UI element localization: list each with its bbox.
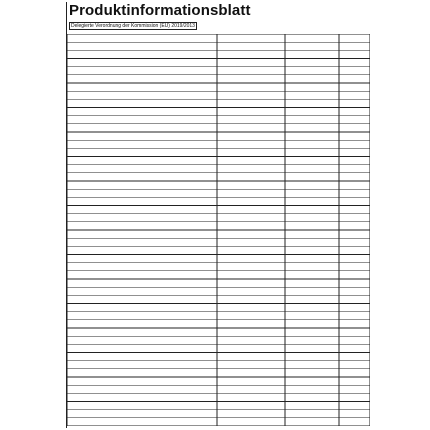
regulation-subtitle: Delegierte Verordnung der Kommission (EU) 2019/2013: [71, 23, 195, 29]
data-table: [67, 34, 370, 426]
page-title: Produktinformationsblatt: [69, 2, 251, 19]
product-information-sheet: [66, 2, 370, 428]
